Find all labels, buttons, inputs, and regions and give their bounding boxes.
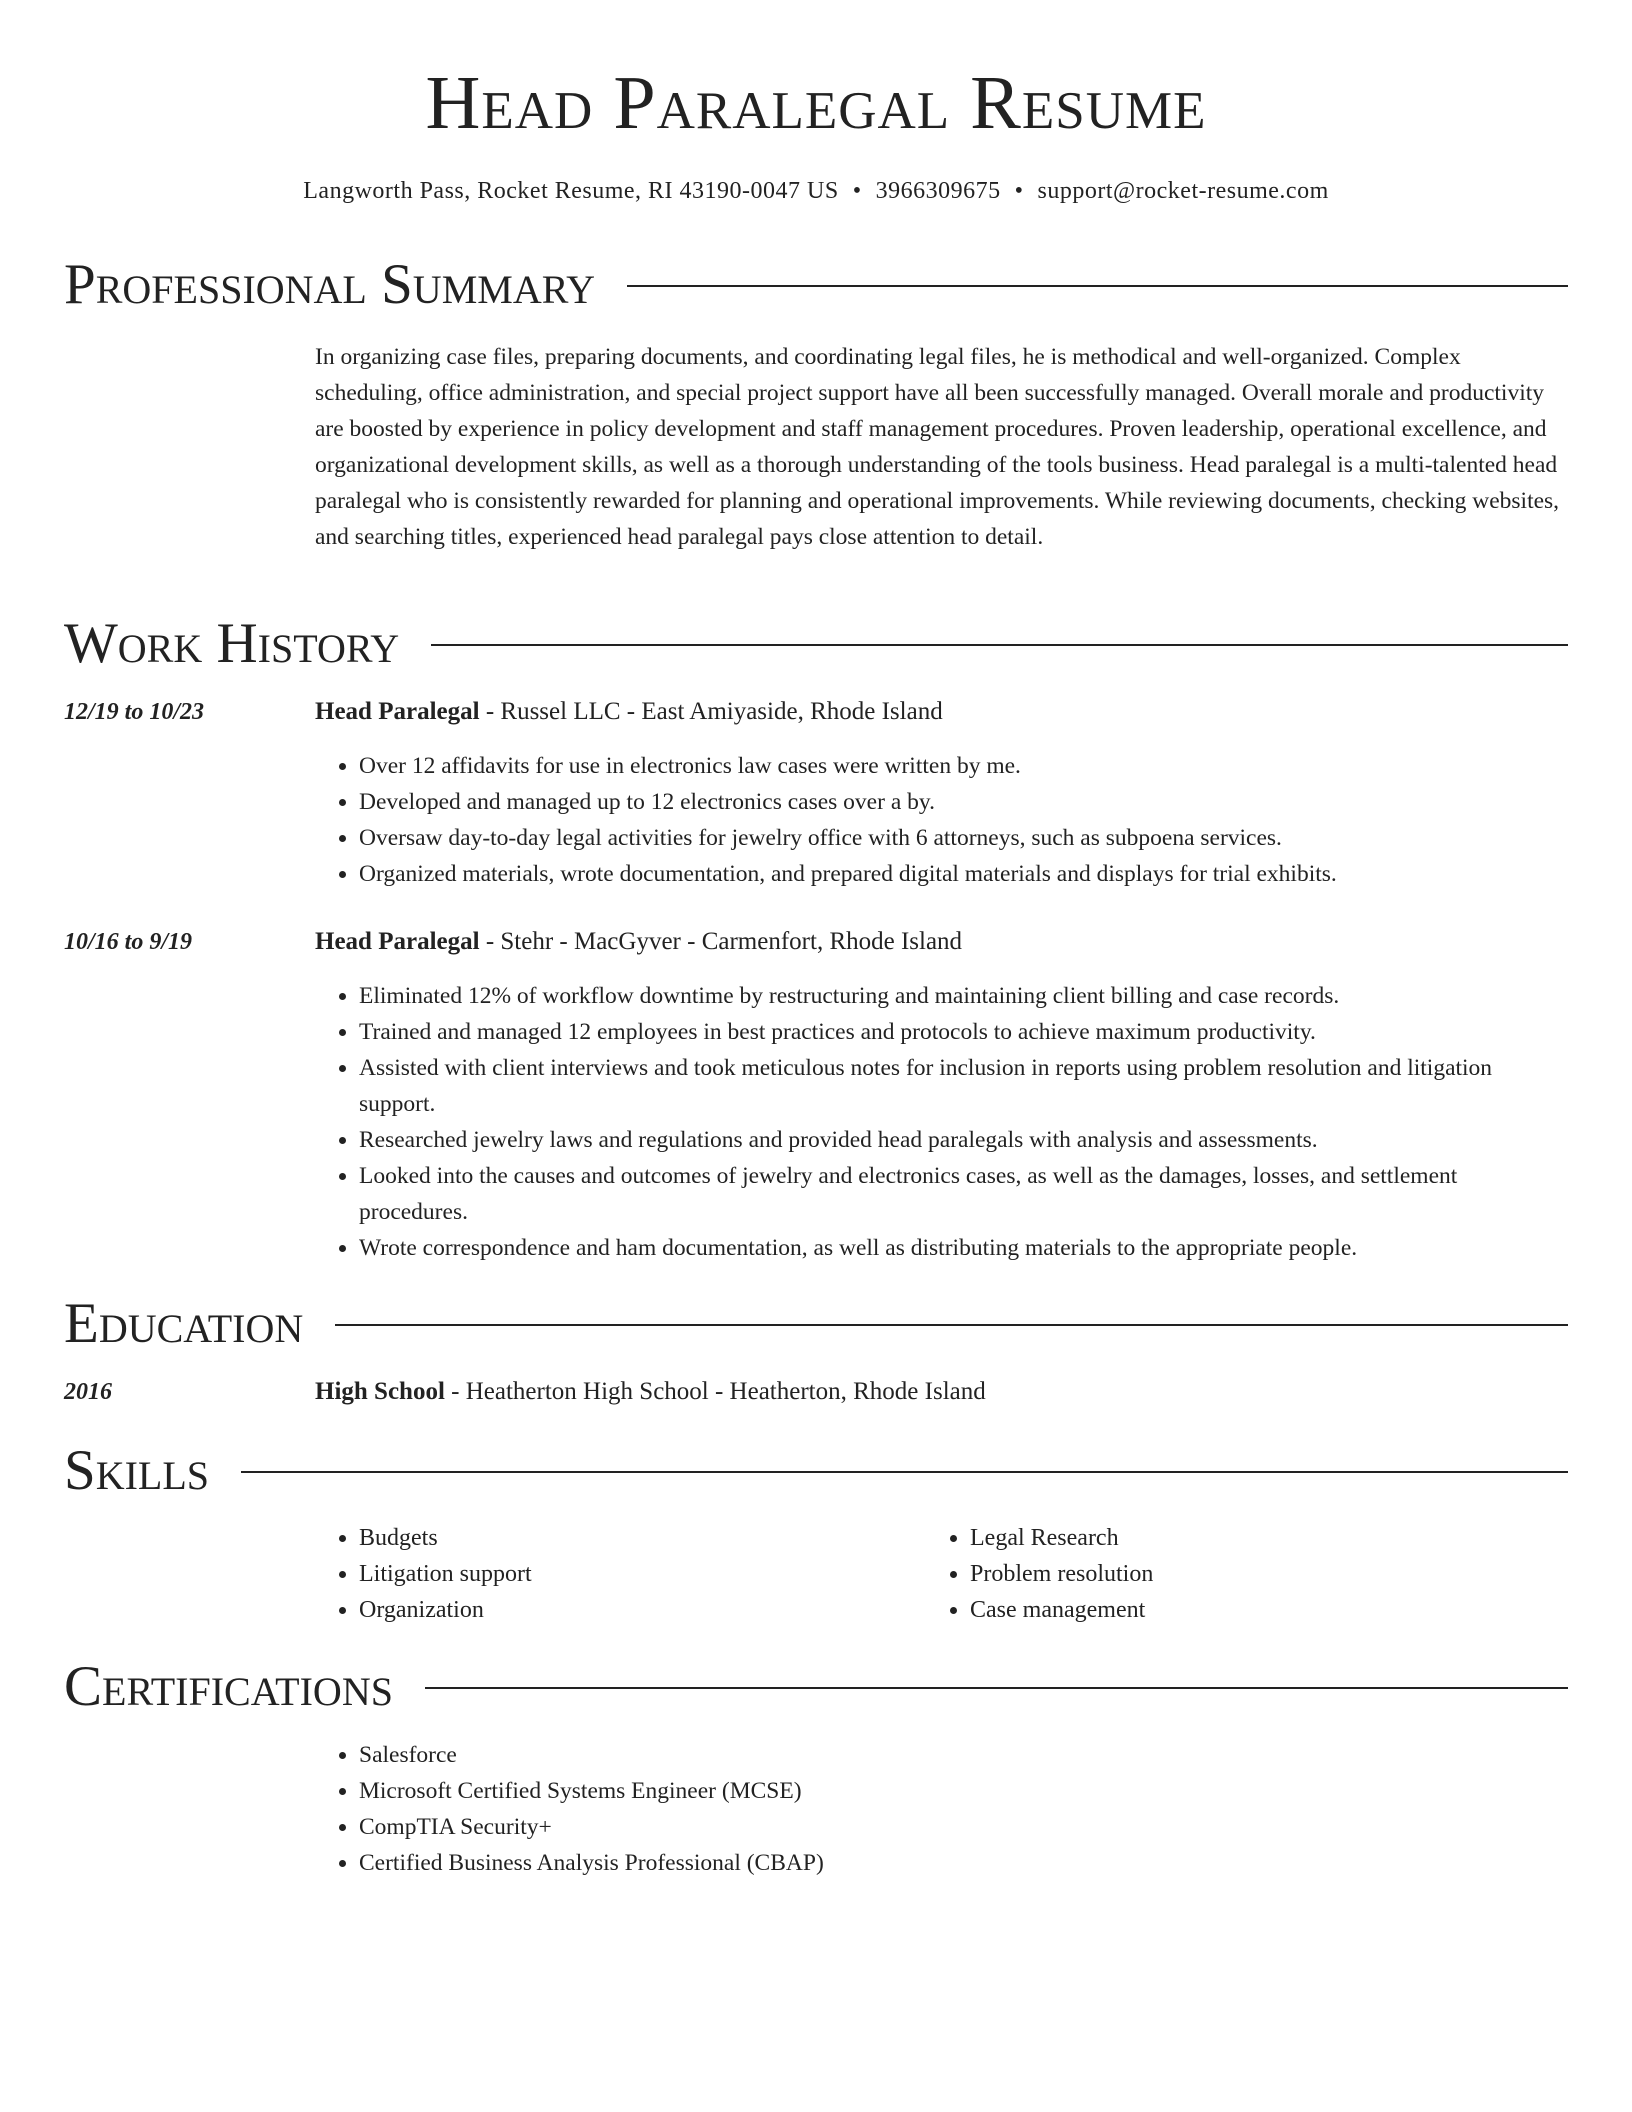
section-divider xyxy=(241,1471,1568,1473)
skill-item: • Organization xyxy=(359,1592,919,1628)
section-header-summary xyxy=(64,255,1568,315)
contact-separator: • xyxy=(852,178,862,204)
certifications-list xyxy=(315,1737,1568,1881)
job-heading xyxy=(315,695,1568,729)
education-year: 2016 xyxy=(64,1379,112,1405)
certification-item: • Certified Business Analysis Professional (CBAP) xyxy=(359,1845,1568,1881)
education-details: - Heatherton High School - Heatherton, Rhode Island xyxy=(444,1378,986,1405)
section-header-certifications xyxy=(64,1657,1568,1717)
education-degree: High School xyxy=(315,1378,445,1405)
job-dates: 10/16 to 9/19 xyxy=(64,929,193,955)
skill-item: • Case management xyxy=(970,1592,1570,1628)
job-bullets xyxy=(315,978,1568,1266)
section-divider xyxy=(425,1687,1568,1689)
skill-item: • Problem resolution xyxy=(970,1556,1570,1592)
job-title: Head Paralegal xyxy=(315,698,480,725)
section-header-work xyxy=(64,614,1568,674)
contact-line xyxy=(64,174,1568,208)
skills-list-left xyxy=(315,1520,919,1628)
section-title-education: Education xyxy=(64,1292,304,1355)
skill-item: • Budgets xyxy=(359,1520,919,1556)
list-item: • Trained and managed 12 employees in best practices and protocols to achieve maximum productivity. xyxy=(359,1014,1568,1050)
list-item: • Assisted with client interviews and took meticulous notes for inclusion in reports using problem resolution and litigation support. xyxy=(359,1050,1568,1122)
section-divider xyxy=(627,285,1568,287)
job-heading xyxy=(315,925,1568,959)
section-title-skills: Skills xyxy=(64,1439,210,1502)
list-item: • Organized materials, wrote documentation, and prepared digital materials and displays for trial exhibits. xyxy=(359,856,1568,892)
list-item: • Looked into the causes and outcomes of jewelry and electronics cases, as well as the damages, losses, and settlement procedures. xyxy=(359,1158,1568,1230)
list-item: • Wrote correspondence and ham documentation, as well as distributing materials to the appropriate people. xyxy=(359,1230,1568,1266)
job-details: - Russel LLC - East Amiyaside, Rhode Island xyxy=(479,698,943,725)
skills-list-right xyxy=(926,1520,1570,1628)
section-header-education xyxy=(64,1294,1568,1354)
section-title-summary: Professional Summary xyxy=(64,253,596,316)
section-divider xyxy=(431,644,1568,646)
job-dates: 12/19 to 10/23 xyxy=(64,699,205,725)
certification-item: • Microsoft Certified Systems Engineer (MCSE) xyxy=(359,1773,1568,1809)
certification-item: • CompTIA Security+ xyxy=(359,1809,1568,1845)
job-bullets xyxy=(315,748,1568,892)
contact-email: support@rocket-resume.com xyxy=(1037,178,1329,204)
skill-item: • Litigation support xyxy=(359,1556,919,1592)
list-item: • Eliminated 12% of workflow downtime by restructuring and maintaining client billing and case records. xyxy=(359,978,1568,1014)
list-item: • Researched jewelry laws and regulations and provided head paralegals with analysis and assessments. xyxy=(359,1122,1568,1158)
list-item: • Oversaw day-to-day legal activities for jewelry office with 6 attorneys, such as subpoena services. xyxy=(359,820,1568,856)
certification-item: • Salesforce xyxy=(359,1737,1568,1773)
contact-separator: • xyxy=(1014,178,1024,204)
section-title-certifications: Certifications xyxy=(64,1655,393,1718)
job-details: - Stehr - MacGyver - Carmenfort, Rhode Island xyxy=(479,928,963,955)
list-item: • Over 12 affidavits for use in electronics law cases were written by me. xyxy=(359,748,1568,784)
contact-phone: 3966309675 xyxy=(875,178,1001,204)
education-heading xyxy=(315,1375,1568,1409)
list-item: • Developed and managed up to 12 electronics cases over a by. xyxy=(359,784,1568,820)
skill-item: • Legal Research xyxy=(970,1520,1570,1556)
resume-title: Head Paralegal Resume xyxy=(425,61,1207,145)
section-divider xyxy=(335,1324,1568,1326)
summary-text: In organizing case files, preparing documents, and coordinating legal files, he is methodical and well-organized. Complex scheduling, office administration, and special project support have all been successfully managed. Overall morale and productivity are boosted by experience in policy development and staff management procedures. Proven leadership, operational excellence, and organizational development skills, as well as a thorough understanding of the tools business. Head paralegal is a multi-talented head paralegal who is consistently rewarded for planning and operational improvements. While reviewing documents, checking websites, and searching titles, experienced head paralegal pays close attention to detail. xyxy=(315,344,1560,550)
contact-address: Langworth Pass, Rocket Resume, RI 43190-0047 US xyxy=(303,178,839,204)
job-title: Head Paralegal xyxy=(315,928,480,955)
section-header-skills xyxy=(64,1441,1568,1501)
section-title-work: Work History xyxy=(64,612,400,675)
